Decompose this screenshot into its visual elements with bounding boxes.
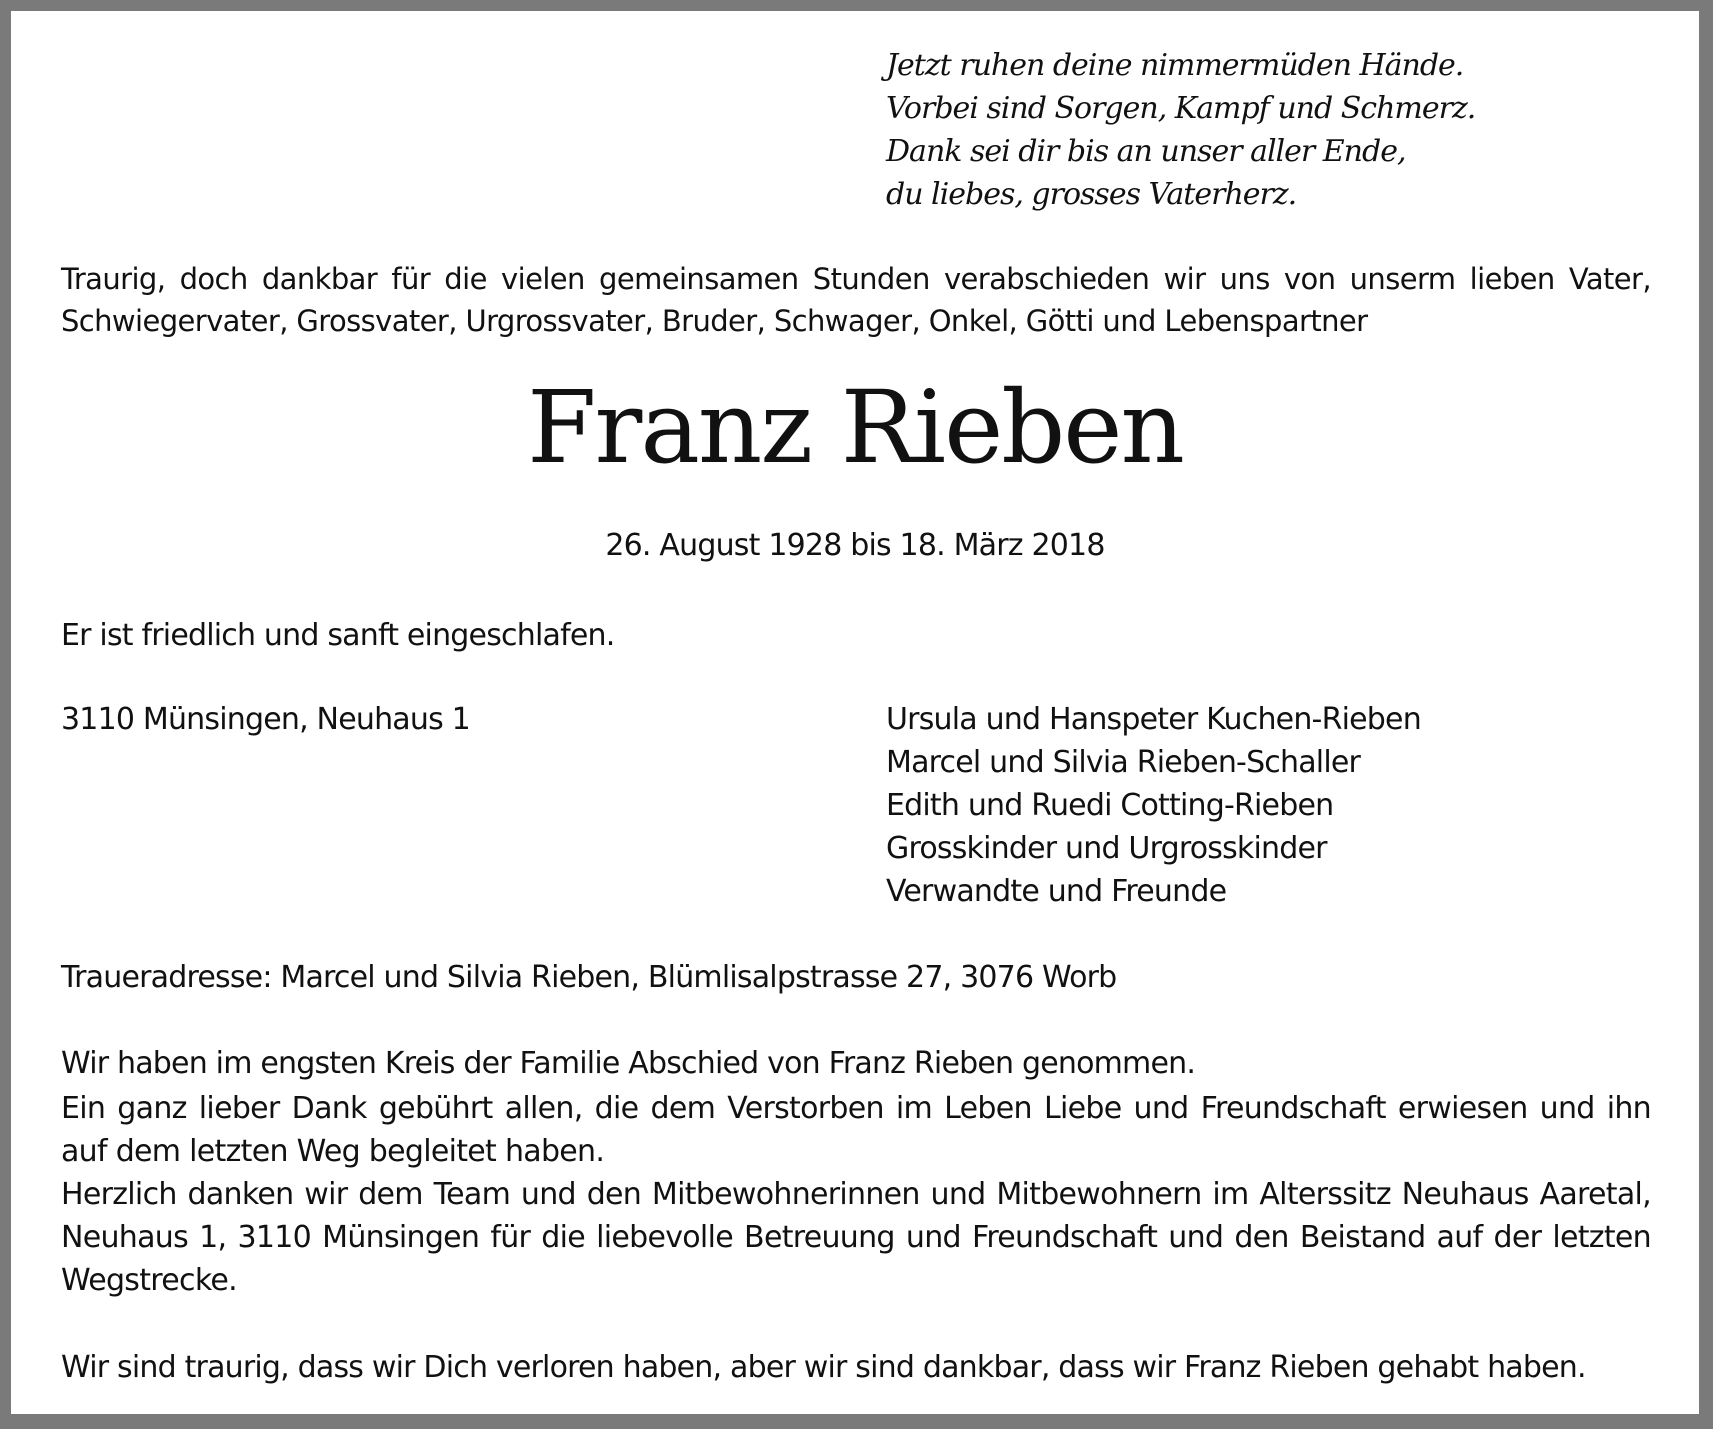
mourners-list bbox=[886, 698, 1421, 913]
deceased-name: Franz Rieben bbox=[527, 369, 1183, 486]
poem-line: Dank sei dir bis an unser aller Ende, bbox=[886, 134, 1406, 169]
mourner-entry: Ursula und Hanspeter Kuchen-Rieben bbox=[886, 702, 1421, 737]
sleep-note: Er ist friedlich und sanft eingeschlafen. bbox=[61, 618, 615, 653]
obituary-notice bbox=[11, 11, 1699, 1414]
poem-line: Vorbei sind Sorgen, Kampf und Schmerz. bbox=[886, 91, 1476, 126]
residence-address: 3110 Münsingen, Neuhaus 1 bbox=[61, 702, 470, 737]
thanks-paragraph: Ein ganz lieber Dank gebührt allen, die dem Verstorben im Leben Liebe und Freundschaft erwiesen und ihn auf dem letzten Weg begleitet haben. bbox=[61, 1091, 1651, 1169]
life-dates: 26. August 1928 bis 18. März 2018 bbox=[605, 528, 1105, 563]
poem bbox=[886, 44, 1475, 216]
mourner-entry: Edith und Ruedi Cotting-Rieben bbox=[886, 788, 1334, 823]
poem-line: Jetzt ruhen deine nimmermüden Hände. bbox=[886, 48, 1464, 83]
thanks-paragraph-team: Herzlich danken wir dem Team und den Mitbewohnerinnen und Mitbewohnern im Alterssitz Neuhaus Aaretal, Neuhaus 1, 3110 Münsingen für die liebevolle Betreuung und Freundschaft und den Beistand auf der letzten Wegstrecke. bbox=[61, 1177, 1651, 1298]
mourning-address: Traueradresse: Marcel und Silvia Rieben, Blümlisalpstrasse 27, 3076 Worb bbox=[61, 960, 1117, 995]
mourner-entry: Verwandte und Freunde bbox=[886, 874, 1227, 909]
mourner-entry: Grosskinder und Urgrosskinder bbox=[886, 831, 1327, 866]
farewell-text: Wir haben im engsten Kreis der Familie Abschied von Franz Rieben genommen. bbox=[61, 1046, 1196, 1081]
poem-line: du liebes, grosses Vaterherz. bbox=[886, 177, 1297, 212]
intro-text: Traurig, doch dankbar für die vielen gemeinsamen Stunden verabschieden wir uns von unserm lieben Vater, Schwiegervater, Grossvater, Urgrossvater, Bruder, Schwager, Onkel, Götti und Lebenspartner bbox=[61, 262, 1651, 338]
closing-text: Wir sind traurig, dass wir Dich verloren haben, aber wir sind dankbar, dass wir Franz Rieben gehabt haben. bbox=[61, 1350, 1586, 1385]
mourner-entry: Marcel und Silvia Rieben-Schaller bbox=[886, 745, 1361, 780]
